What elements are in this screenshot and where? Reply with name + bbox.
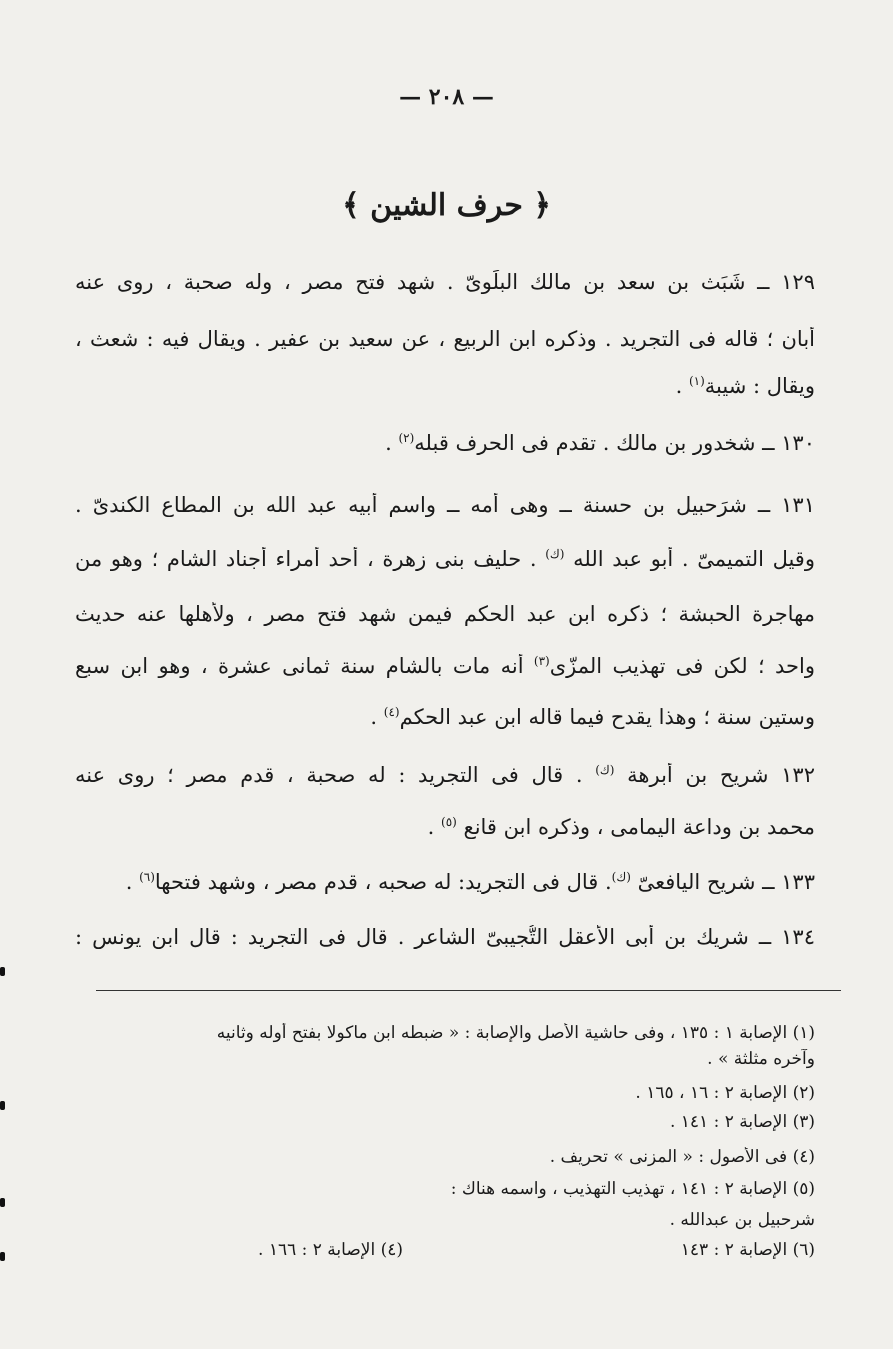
entry-129-end: . (675, 374, 683, 398)
footnote-5-cont: شرحبيل بن عبدالله . (669, 1210, 815, 1230)
entry-131-line-2 (75, 547, 815, 571)
footnote-ref-1: (١) (688, 374, 705, 388)
footnote-2: (٢) الإصابة ٢ : ١٦ ، ١٦٥ . (635, 1083, 815, 1103)
entry-130-text: ١٣٠ ــ شخدور بن مالك . تقدم فى الحرف قبله (414, 431, 815, 455)
entry-130-end: . (385, 431, 392, 455)
entry-131-line-4 (75, 654, 815, 678)
footnote-1: (١) الإصابة ١ : ١٣٥ ، وفى حاشية الأصل والإصابة : « ضبطه ابن ماكولا بفتح أوله وثانيه (216, 1023, 815, 1043)
entry-133-text-b: . قال فى التجريد: له صحبه ، قدم مصر ، وشهد فتحها (154, 870, 612, 894)
footnote-ref-6: (٦) (139, 870, 155, 884)
entry-129-line-3 (75, 374, 815, 398)
entry-131-text-c: واحد ؛ لكن فى تهذيب المزّى (549, 654, 815, 678)
footnote-4: (٤) فى الأصول : « المزنى » تحريف . (549, 1147, 815, 1167)
footnote-ref-2: (٢) (398, 431, 415, 445)
entry-131-text-b: . حليف بنى زهرة ، أحد أمراء أجناد الشام ؛ وهو من (75, 547, 537, 571)
section-heading: ﴿ حرف الشين ﴾ (342, 188, 551, 223)
entry-131-text-d: أنه مات بالشام سنة ثمانى عشرة ، وهو ابن سبع (75, 654, 524, 678)
footnote-extra: (٤) الإصابة ٢ : ١٦٦ . (258, 1240, 404, 1260)
entry-132-line-1 (75, 763, 815, 787)
entry-132-line-2 (75, 815, 815, 839)
entry-131-line-3: مهاجرة الحبشة ؛ ذكره ابن عبد الحكم فيمن شهد فتح مصر ، ولأهلها عنه حديث (75, 602, 815, 626)
entry-131-text-a: وقيل التميمىّ . أبو عبد الله (573, 547, 815, 571)
entry-133-line-1 (75, 870, 815, 894)
entry-131-text-e: وستين سنة ؛ وهذا يقدح فيما قاله ابن عبد الحكم (399, 705, 815, 729)
entry-132-text-b: . قال فى التجريد : له صحبة ، قدم مصر ؛ روى عنه (75, 763, 583, 787)
entry-134-line-1: ١٣٤ ــ شريك بن أبى الأعقل التُّجيبىّ الشاعر . قال فى التجريد : قال ابن يونس : (75, 925, 815, 949)
entry-131-end: . (370, 705, 378, 729)
footnote-divider (96, 990, 841, 991)
margin-mark (0, 1198, 5, 1207)
kaf-ref: (ك) (545, 547, 565, 561)
entry-131-line-1: ١٣١ ــ شرَحبيل بن حسنة ــ وهى أمه ــ واسم أبيه عبد الله بن المطاع الكندىّ . (75, 493, 815, 517)
entry-132-end: . (427, 815, 435, 839)
entry-133-end: . (125, 870, 133, 894)
footnote-6: (٦) الإصابة ٢ : ١٤٣ (680, 1240, 815, 1260)
footnote-3: (٣) الإصابة ٢ : ١٤١ . (669, 1112, 815, 1132)
entry-131-line-5 (75, 705, 815, 729)
footnote-5: (٥) الإصابة ٢ : ١٤١ ، تهذيب التهذيب ، واسمه هناك : (450, 1179, 815, 1199)
page-number: — ٢٠٨ — (399, 84, 494, 110)
entry-129-line-1: ١٢٩ ــ شَبَث بن سعد بن مالك البلَوىّ . شهد فتح مصر ، وله صحبة ، روى عنه (75, 270, 815, 294)
margin-mark (0, 1252, 5, 1261)
footnote-ref-5: (٥) (441, 815, 457, 829)
kaf-ref: (ك) (595, 763, 615, 777)
margin-mark (0, 1101, 5, 1110)
entry-132-text-a: ١٣٢ شريح بن أبرهة (627, 763, 815, 787)
entry-133-text-a: ١٣٣ ــ شريح اليافعىّ (637, 870, 815, 894)
entry-130-line-1 (75, 431, 815, 455)
footnote-ref-4: (٤) (383, 705, 400, 719)
entry-129-line-2: أبان ؛ قاله فى التجريد . وذكره ابن الربيع ، عن سعيد بن عفير . ويقال فيه : شعث ، (75, 327, 815, 351)
margin-mark (0, 967, 5, 976)
entry-129-text: ويقال : شيبة (704, 374, 815, 398)
footnote-ref-3: (٣) (533, 654, 550, 668)
entry-132-text-c: محمد بن وداعة اليمامى ، وذكره ابن قانع (463, 815, 815, 839)
kaf-ref: (ك) (611, 870, 631, 884)
footnote-1-cont: وآخره مثلثة » . (707, 1049, 815, 1069)
